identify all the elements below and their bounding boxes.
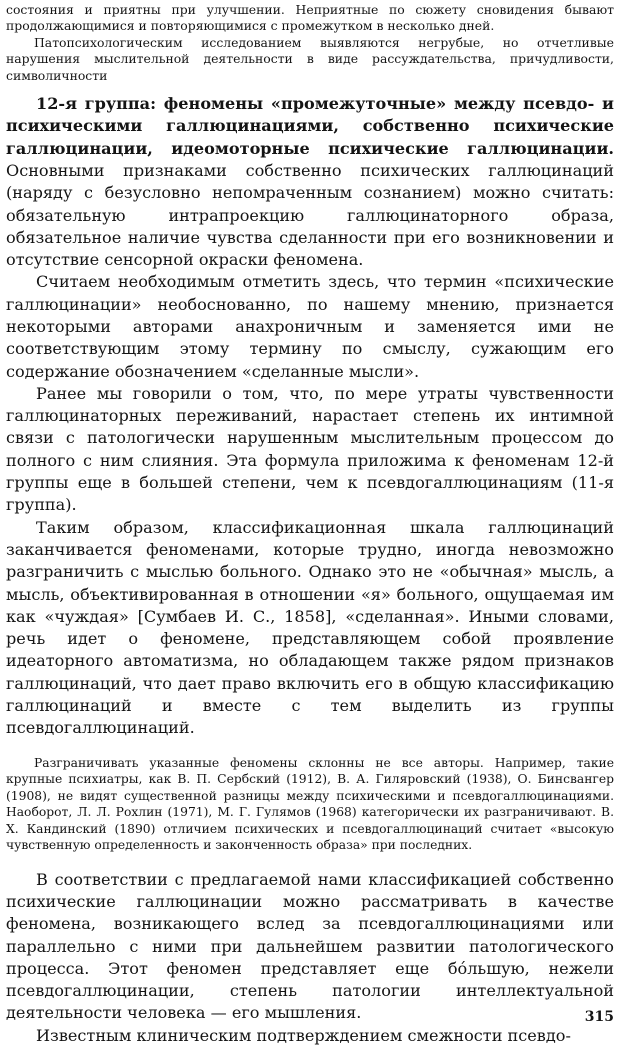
group-12-body: Основными признаками собственно психических галлюцинаций (наряду с безусловно непомраченным сознанием) можно считать: обязательную интрапроекцию галлюцинаторного образа, обязательное наличие чувства сделанности при его возникновении и отсутствие сенсорной окраски феномена. [6,160,614,270]
small-print-note [6,755,614,854]
note-text: Разграничивать указанные феномены склонны не все авторы. Например, такие крупные психиатры, как В. П. Сербский (1912), В. А. Гиляровский (1938), О. Бинсвангер (1908), не видят существенной разницы между психическими и псевдогаллюцинациями. Наоборот, Л. Л. Рохлин (1971), М. Г. Гулямов (1968) категорически их разграничивают. В. Х. Кандинский (1890) отличием психических и псевдогаллюцинаций считает «высокую чувственную определенность и законченность образа» при последних. [6,755,614,853]
page-number: 315 [584,1009,614,1025]
pathopsychology-paragraph: Патопсихологическим исследованием выявляются негрубые, но отчетливые нарушения мыслительной деятельности в виде рассуждательства, причудливости, символичности [6,34,614,83]
body-paragraph: Считаем необходимым отметить здесь, что термин «психические галлюцинации» необоснованно, по нашему мнению, признается некоторыми авторами анахроничным и заменяется ими не соответствующим этому термину по смыслу, сужающим его содержание обозначением «сделанные мысли». [6,272,614,381]
page-text [6,2,614,1047]
body-paragraph: Ранее мы говорили о том, что, по мере утраты чувственности галлюцинаторных переживаний, нарастает степень их интимной связи с патологически нарушенным мыслительным процессом до полного с ним слияния. Эта формула приложима к феноменам 12-й группы еще в большей степени, чем к псевдогаллюцинациям (11-я группа). [6,383,614,515]
body-paragraph: Таким образом, классификационная шкала галлюцинаций заканчивается феноменами, которые трудно, иногда невозможно разграничить с мыслью больного. Однако это не «обычная» мысль, а мысль, объективированная в отношении «я» больного, ощущаемая им как «чуждая» [Сумбаев И. С., 1858], «сделанная». Иными словами, речь идет о феномене, представляющем собой проявление идеаторного автоматизма, но обладающем также рядом признаков галлюцинаций, что дает право включить его в общую классификацию галлюцинаций и вместе с тем выделить из группы псевдогаллюцинаций. [6,517,614,738]
body-paragraph: В соответствии с предлагаемой нами классификацией собственно психические галлюцинации можно рассматривать в качестве феномена, возникающего вслед за псевдогаллюцинациями или параллельно с ними при дальнейшем развитии патологического процесса. Этот феномен представляет еще бóльшую, нежели псевдогаллюцинации, степень патологии интеллектуальной деятельности человека — его мышления. [6,869,614,1023]
continuation-paragraph: состояния и приятны при улучшении. Неприятные по сюжету сновидения бывают продолжающимися и повторяющимися с промежутком в несколько дней. [6,2,614,34]
body-paragraph: Известным клиническим подтверждением смежности псевдо- [36,1025,571,1045]
closing-section [6,869,614,1047]
group-12-paragraph [6,93,614,271]
group-12-heading: 12-я группа: феномены «промежуточные» между псевдо- и психическими галлюцинациями, собственно психические галлюцинации, идеомоторные психические галлюцинации. [6,94,614,158]
